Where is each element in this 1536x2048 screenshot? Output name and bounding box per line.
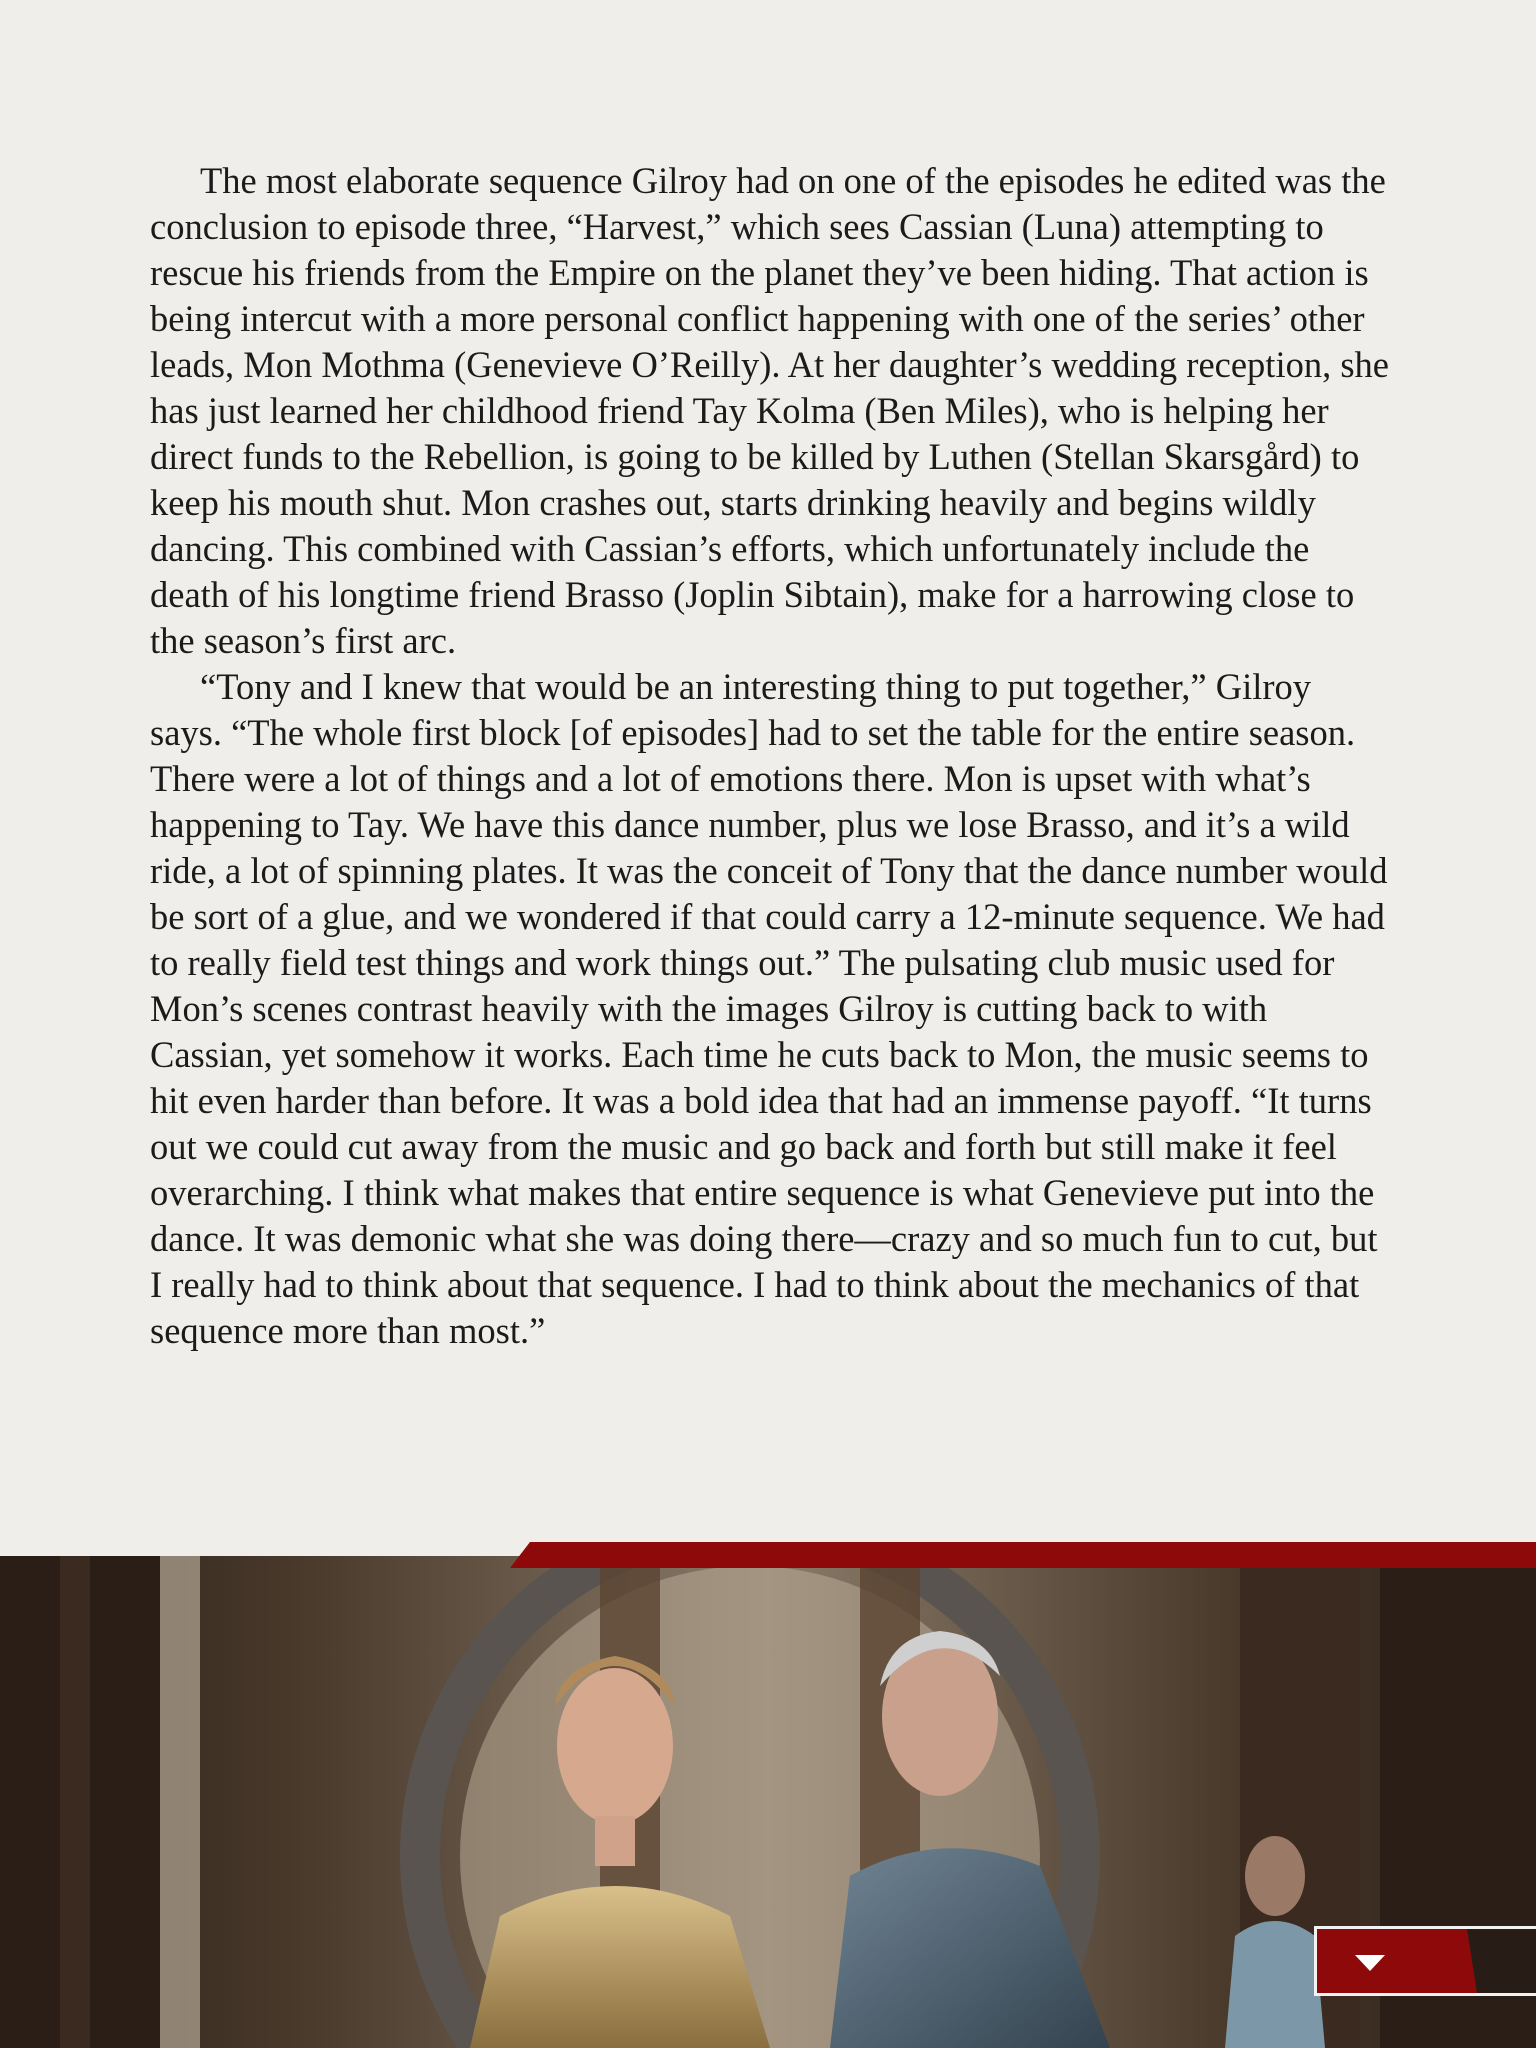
red-accent-stripe — [0, 1542, 1536, 1568]
scene-photo — [0, 1556, 1536, 2048]
paragraph-2: “Tony and I knew that would be an interesting thing to put together,” Gilroy says. “The whole first block [of episodes] had to set the table for the entire season. There were a lot of things and a lot of emotions there. Mon is upset with what’s happening to Tay. We have this dance number, plus we lose Brasso, and it’s a wild ride, a lot of spinning plates. It was the conceit of Tony that the dance number would be sort of a glue, and we wondered if that could carry a 12-minute sequence. We had to really field test things and work things out.” The pulsating club music used for Mon’s scenes contrast heavily with the images Gilroy is cutting back to with Cassian, yet somehow it works. Each time he cuts back to Mon, the music seems to hit even harder than before. It was a bold idea that had an immense payoff. “It turns out we could cut away from the music and go back and forth but still make it feel overarching. I think what makes that entire sequence is what Genevieve put into the dance. It was demonic what she was doing there—crazy and so much fun to cut, but I really had to think about that sequence. I had to think about the mechanics of that sequence more than most.” — [150, 666, 1388, 1351]
article-body — [150, 158, 1390, 1354]
paragraph-1: The most elaborate sequence Gilroy had on one of the episodes he edited was the conclusion to episode three, “Harvest,” which sees Cassian (Luna) attempting to rescue his friends from the Empire on the planet they’ve been hiding. That action is being intercut with a more personal conflict happening with one of the series’ other leads, Mon Mothma (Genevieve O’Reilly). At her daughter’s wedding reception, she has just learned her childhood friend Tay Kolma (Ben Miles), who is helping her direct funds to the Rebellion, is going to be killed by Luthen (Stellan Skarsgård) to keep his mouth shut. Mon crashes out, starts drinking heavily and begins wildly dancing. This combined with Cassian’s efforts, which unfortunately include the death of his longtime friend Brasso (Joplin Sibtain), make for a harrowing close to the season’s first arc. — [150, 160, 1389, 661]
next-page-button[interactable] — [1314, 1926, 1536, 1996]
